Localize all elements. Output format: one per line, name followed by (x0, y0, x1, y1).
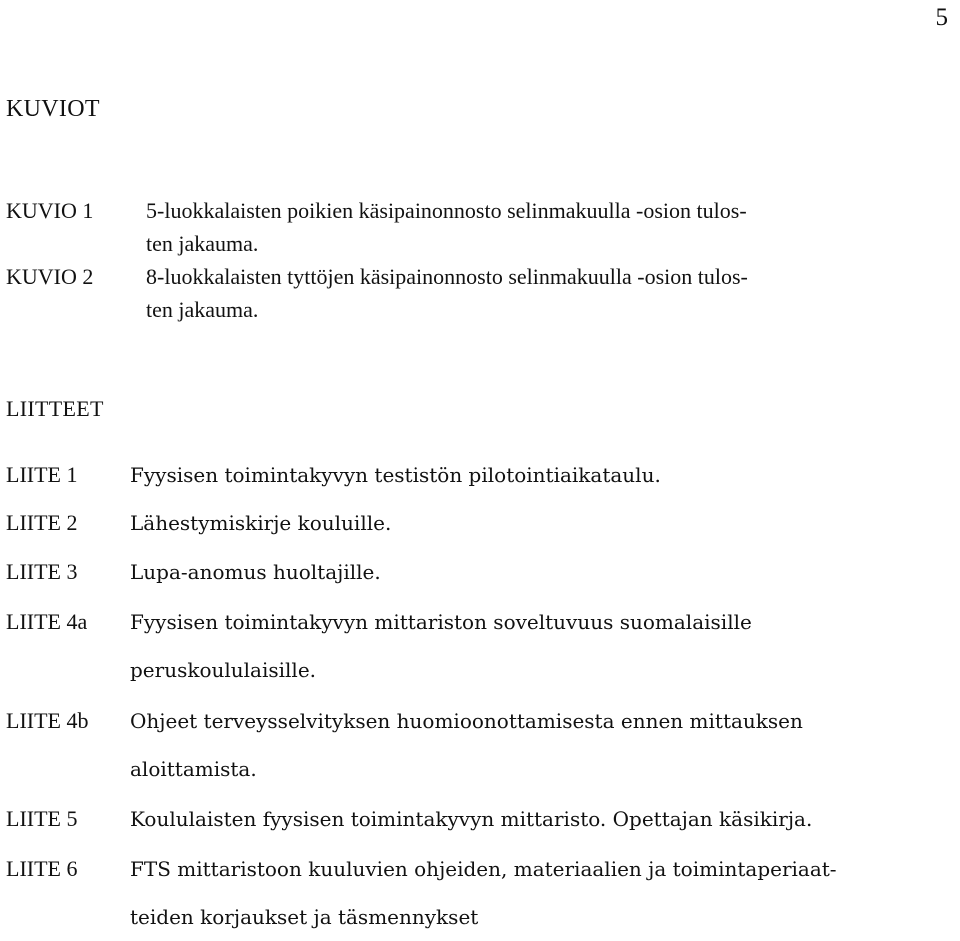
appendix-title: FTS mittaristoon kuuluvien ohjeiden, materiaalien ja toimintaperiaat- teiden korjaukset ja täsmennykset (130, 857, 837, 929)
appendix-title: Ohjeet terveysselvityksen huomioonottamisesta ennen mittauksen aloittamista. (130, 709, 803, 781)
figure-label: KUVIO 2 (6, 264, 94, 289)
appendix-label: LIITE 2 (6, 510, 78, 535)
appendix-title: Fyysisen toimintakyvyn testistön pilotointiaikataulu. (130, 463, 661, 487)
figure-label: KUVIO 1 (6, 198, 94, 223)
appendix-label: LIITE 1 (6, 462, 78, 487)
appendix-label: LIITE 5 (6, 806, 78, 831)
appendix-label: LIITE 4b (6, 708, 89, 733)
appendix-title: Koululaisten fyysisen toimintakyvyn mittaristo. Opettajan käsikirja. (130, 807, 813, 831)
figure-caption: 5-luokkalaisten poikien käsipainonnosto selinmakuulla -osion tulos- ten jakauma. (146, 198, 747, 256)
figure-caption: 8-luokkalaisten tyttöjen käsipainonnosto selinmakuulla -osion tulos- ten jakauma. (146, 264, 748, 322)
appendix-label: LIITE 3 (6, 559, 78, 584)
appendix-title: Lupa-anomus huoltajille. (130, 560, 381, 584)
page-number: 5 (935, 4, 948, 31)
appendix-title: Fyysisen toimintakyvyn mittariston soveltuvuus suomalaisille peruskoululaisille. (130, 610, 752, 682)
figures-heading: KUVIOT (6, 96, 100, 122)
appendices-heading: LIITTEET (6, 396, 104, 421)
appendix-label: LIITE 4a (6, 609, 88, 634)
appendix-title: Lähestymiskirje kouluille. (130, 511, 392, 535)
appendix-label: LIITE 6 (6, 856, 78, 881)
